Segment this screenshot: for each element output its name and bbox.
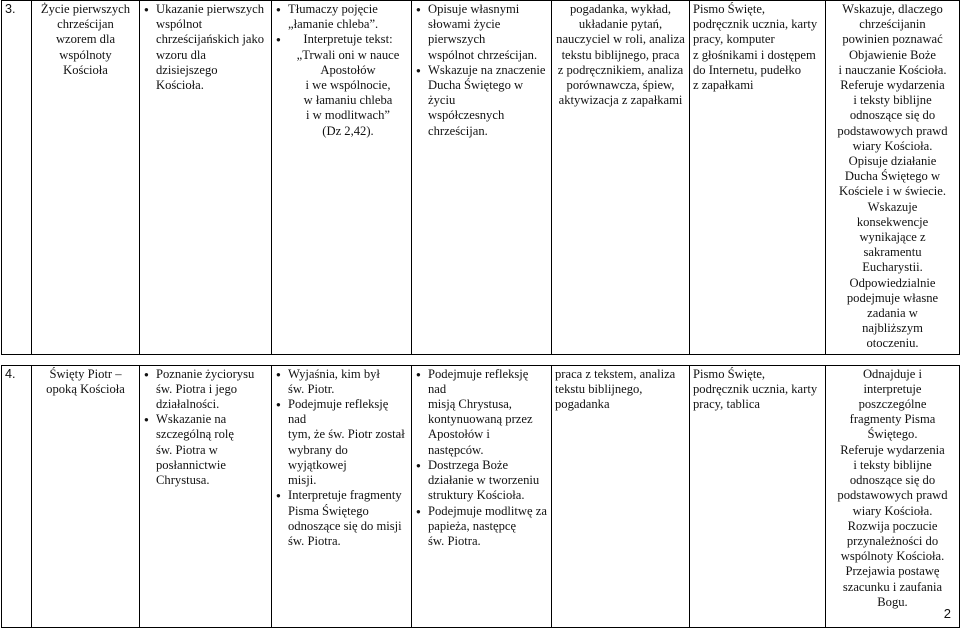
teaching-methods: pogadanka, wykład, układanie pytań, nauczyciel w roli, analiza tekstu biblijnego, praca z podręcznikiem, analiza porównawcza, śpiew, aktywizacja z zapałkami — [552, 1, 690, 355]
requirement-item: ● Interpretuje fragmenty Pisma Świętego odnoszące się do misji św. Piotra. — [275, 488, 408, 549]
goal-item: ● Poznanie życiorysu św. Piotra i jego działalności. — [143, 367, 268, 413]
lesson-topic: Życie pierwszych chrześcijan wzorem dla wspólnoty Kościoła — [32, 1, 140, 355]
requirements-basic — [272, 1, 412, 355]
requirement-item: ● Podejmuje modlitwę za papieża, następcę św. Piotra. — [415, 504, 548, 550]
requirements-extended — [412, 365, 552, 627]
table-row-3 — [2, 1, 960, 355]
learning-outcomes: Wskazuje, dlaczego chrześcijanin powinien poznawać Objawienie Boże i nauczanie Kościoła. Referuje wydarzenia i teksty biblijne odnoszące się do podstawowych prawd wiary Kościoła. Opisuje działanie Ducha Świętego w Kościele i w świecie. Wskazuje konsekwencje wynikające z sakramentu Eucharystii. Odpowiedzialnie podejmuje własne zadania w najbliższym otoczeniu. — [826, 1, 960, 355]
requirement-item: ● Dostrzega Boże działanie w tworzeniu struktury Kościoła. — [415, 458, 548, 504]
lesson-number: 3. — [2, 1, 32, 355]
requirements-basic — [272, 365, 412, 627]
requirement-item: ● Opisuje własnymi słowami życie pierwszych wspólnot chrześcijan. — [415, 2, 548, 63]
requirement-item: ● Podejmuje refleksję nad misją Chrystusa, kontynuowaną przez Apostołów i następców. — [415, 367, 548, 458]
lesson-topic: Święty Piotr – opoką Kościoła — [32, 365, 140, 627]
learning-outcomes: Odnajduje i interpretuje poszczególne fragmenty Pisma Świętego. Referuje wydarzenia i teksty biblijne odnoszące się do podstawowych prawd wiary Kościoła. Rozwija poczucie przynależności do wspólnoty Kościoła. Przejawia postawę szacunku i zaufania Bogu. — [826, 365, 960, 627]
table-row-4 — [2, 365, 960, 627]
lesson-goals — [140, 1, 272, 355]
requirement-item: ● Wyjaśnia, kim był św. Piotr. — [275, 367, 408, 397]
requirement-item: ● Tłumaczy pojęcie „łamanie chleba”. — [275, 2, 408, 32]
teaching-aids: Pismo Święte, podręcznik ucznia, karty pracy, komputer z głośnikami i dostępem do Internetu, pudełko z zapałkami — [690, 1, 826, 355]
curriculum-table — [1, 0, 960, 628]
teaching-methods: praca z tekstem, analiza tekstu biblijnego, pogadanka — [552, 365, 690, 627]
requirements-extended — [412, 1, 552, 355]
teaching-aids: Pismo Święte, podręcznik ucznia, karty pracy, tablica — [690, 365, 826, 627]
lesson-number: 4. — [2, 365, 32, 627]
requirement-item: ● Interpretuje tekst: „Trwali oni w nauce Apostołów i we wspólnocie, w łamaniu chleba i w modlitwach” (Dz 2,42). — [275, 32, 408, 138]
requirement-item: ● Wskazuje na znaczenie Ducha Świętego w życiu współczesnych chrześcijan. — [415, 63, 548, 139]
row-spacer — [2, 354, 960, 365]
lesson-goals — [140, 365, 272, 627]
goal-item: ● Wskazanie na szczególną rolę św. Piotra w posłannictwie Chrystusa. — [143, 412, 268, 488]
goal-item: ● Ukazanie pierwszych wspólnot chrześcijańskich jako wzoru dla dzisiejszego Kościoła. — [143, 2, 268, 93]
page-number: 2 — [943, 605, 951, 621]
requirement-item: ● Podejmuje refleksję nad tym, że św. Piotr został wybrany do wyjątkowej misji. — [275, 397, 408, 488]
